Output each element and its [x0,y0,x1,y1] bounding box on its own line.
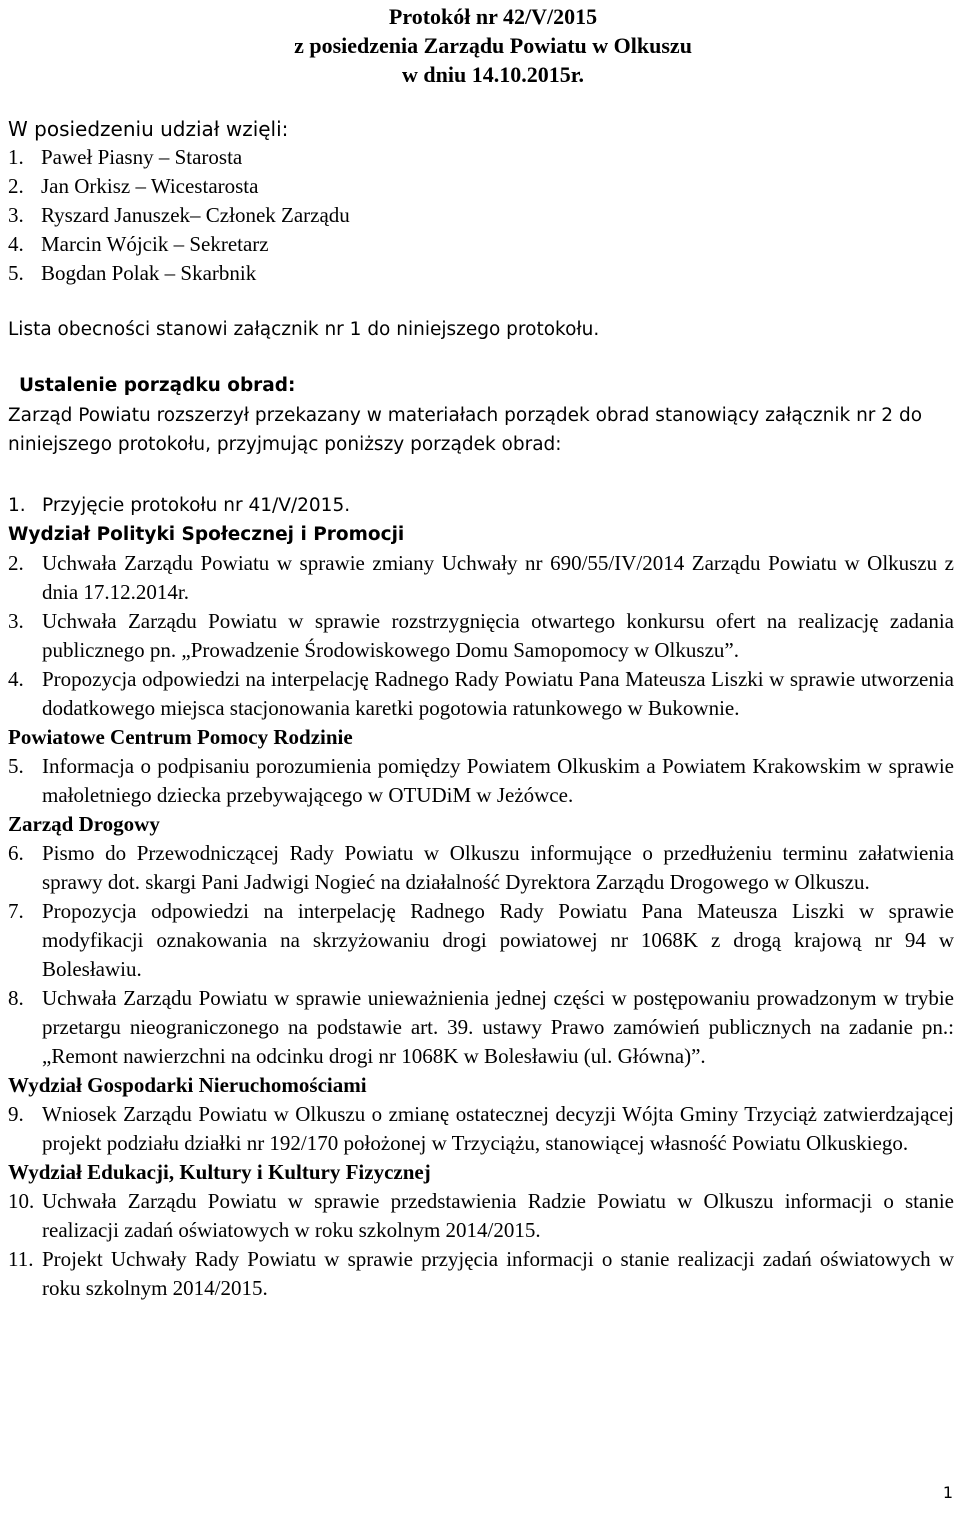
agenda-item: 1. Przyjęcie protokołu nr 41/V/2015. [8,495,351,516]
section-heading: Zarząd Drogowy [8,812,160,836]
agenda-item: 6. Pismo do Przewodniczącej Rady Powiatu w Olkuszu informujące o przedłużeniu terminu załatwienia sprawy dot. skargi Pani Jadwigi Nogieć na działalność Dyrektora Zarządu Drogowego w Olkuszu. [8,841,954,894]
document-page [8,0,956,1513]
list-item: 5. Bogdan Polak – Skarbnik [8,261,257,285]
agenda-item: 4. Propozycja odpowiedzi na interpelację Radnego Rady Powiatu Pana Mateusza Liszki w sprawie utworzenia dodatkowego miejsca stacjonowania karetki pogotowia ratunkowego w Bukownie. [8,667,954,720]
agenda-item: 10. Uchwała Zarządu Powiatu w sprawie przedstawienia Radzie Powiatu w Olkuszu informacji o stanie realizacji zadań oświatowych w roku szkolnym 2014/2015. [8,1189,954,1242]
agenda [8,491,954,1303]
section-heading: Wydział Gospodarki Nieruchomościami [8,1073,367,1097]
agenda-item: 11. Projekt Uchwały Rady Powiatu w sprawie przyjęcia informacji o stanie realizacji zadań oświatowych w roku szkolnym 2014/2015. [8,1247,954,1300]
list-item: 3. Ryszard Januszek– Członek Zarządu [8,203,350,227]
agenda-item: 8. Uchwała Zarządu Powiatu w sprawie unieważnienia jednej części w postępowaniu prowadzonym w trybie przetargu nieograniczonego na podstawie art. 39. ustawy Prawo zamówień publicznych na zadanie pn.: „Remont nawierzchni na odcinku drogi nr 1068K w Bolesławiu (ul. Główna)”. [8,986,954,1068]
section-heading: Wydział Polityki Społecznej i Promocji [8,524,405,545]
attendance-list [8,143,350,288]
agenda-item: 9. Wniosek Zarządu Powiatu w Olkuszu o zmianę ostatecznej decyzji Wójta Gminy Trzyciąż zatwierdzającej projekt podziału działki nr 192/170 położonej w Trzyciążu, stanowiącej własność Powiatu Olkuskiego. [8,1102,954,1155]
agenda-item: 7. Propozycja odpowiedzi na interpelację Radnego Rady Powiatu Pana Mateusza Liszki w sprawie modyfikacji oznakowania na skrzyżowaniu drogi powiatowej nr 1068K z drogą krajową nr 94 w Bolesławiu. [8,899,954,981]
list-item: 1. Paweł Piasny – Starosta [8,145,243,169]
document-header [258,2,728,89]
order-title: Ustalenie porządku obrad: [19,375,296,396]
section-heading: Powiatowe Centrum Pomocy Rodzinie [8,725,353,749]
order-description: Zarząd Powiatu rozszerzył przekazany w materiałach porządek obrad stanowiący załącznik nr 2 do niniejszego protokołu, przyjmując poniższy porządek obrad: [8,405,923,455]
list-item: 2. Jan Orkisz – Wicestarosta [8,174,259,198]
agenda-item: 5. Informacja o podpisaniu porozumienia pomiędzy Powiatem Olkuskim a Powiatem Krakowskim w sprawie małoletniego dziecka przebywającego w OTUDiM w Jeżówce. [8,754,954,807]
protocol-title: Protokół nr 42/V/2015 [388,4,598,29]
presence-note: Lista obecności stanowi załącznik nr 1 do niniejszego protokołu. [8,319,600,340]
list-item: 4. Marcin Wójcik – Sekretarz [8,232,269,256]
agenda-item: 3. Uchwała Zarządu Powiatu w sprawie rozstrzygnięcia otwartego konkursu ofert na realizację zadania publicznego pn. „Prowadzenie Środowiskowego Domu Samopomocy w Olkuszu”. [8,609,954,662]
section-heading: Wydział Edukacji, Kultury i Kultury Fizycznej [8,1160,431,1184]
page-number: 1 [942,1483,953,1502]
attendance-title: W posiedzeniu udział wzięli: [8,117,289,141]
meeting-subtitle: z posiedzenia Zarządu Powiatu w Olkuszu [294,33,692,58]
meeting-date: w dniu 14.10.2015r. [402,62,584,87]
agenda-item: 2. Uchwała Zarządu Powiatu w sprawie zmiany Uchwały nr 690/55/IV/2014 Zarządu Powiatu w Olkuszu z dnia 17.12.2014r. [8,551,954,604]
